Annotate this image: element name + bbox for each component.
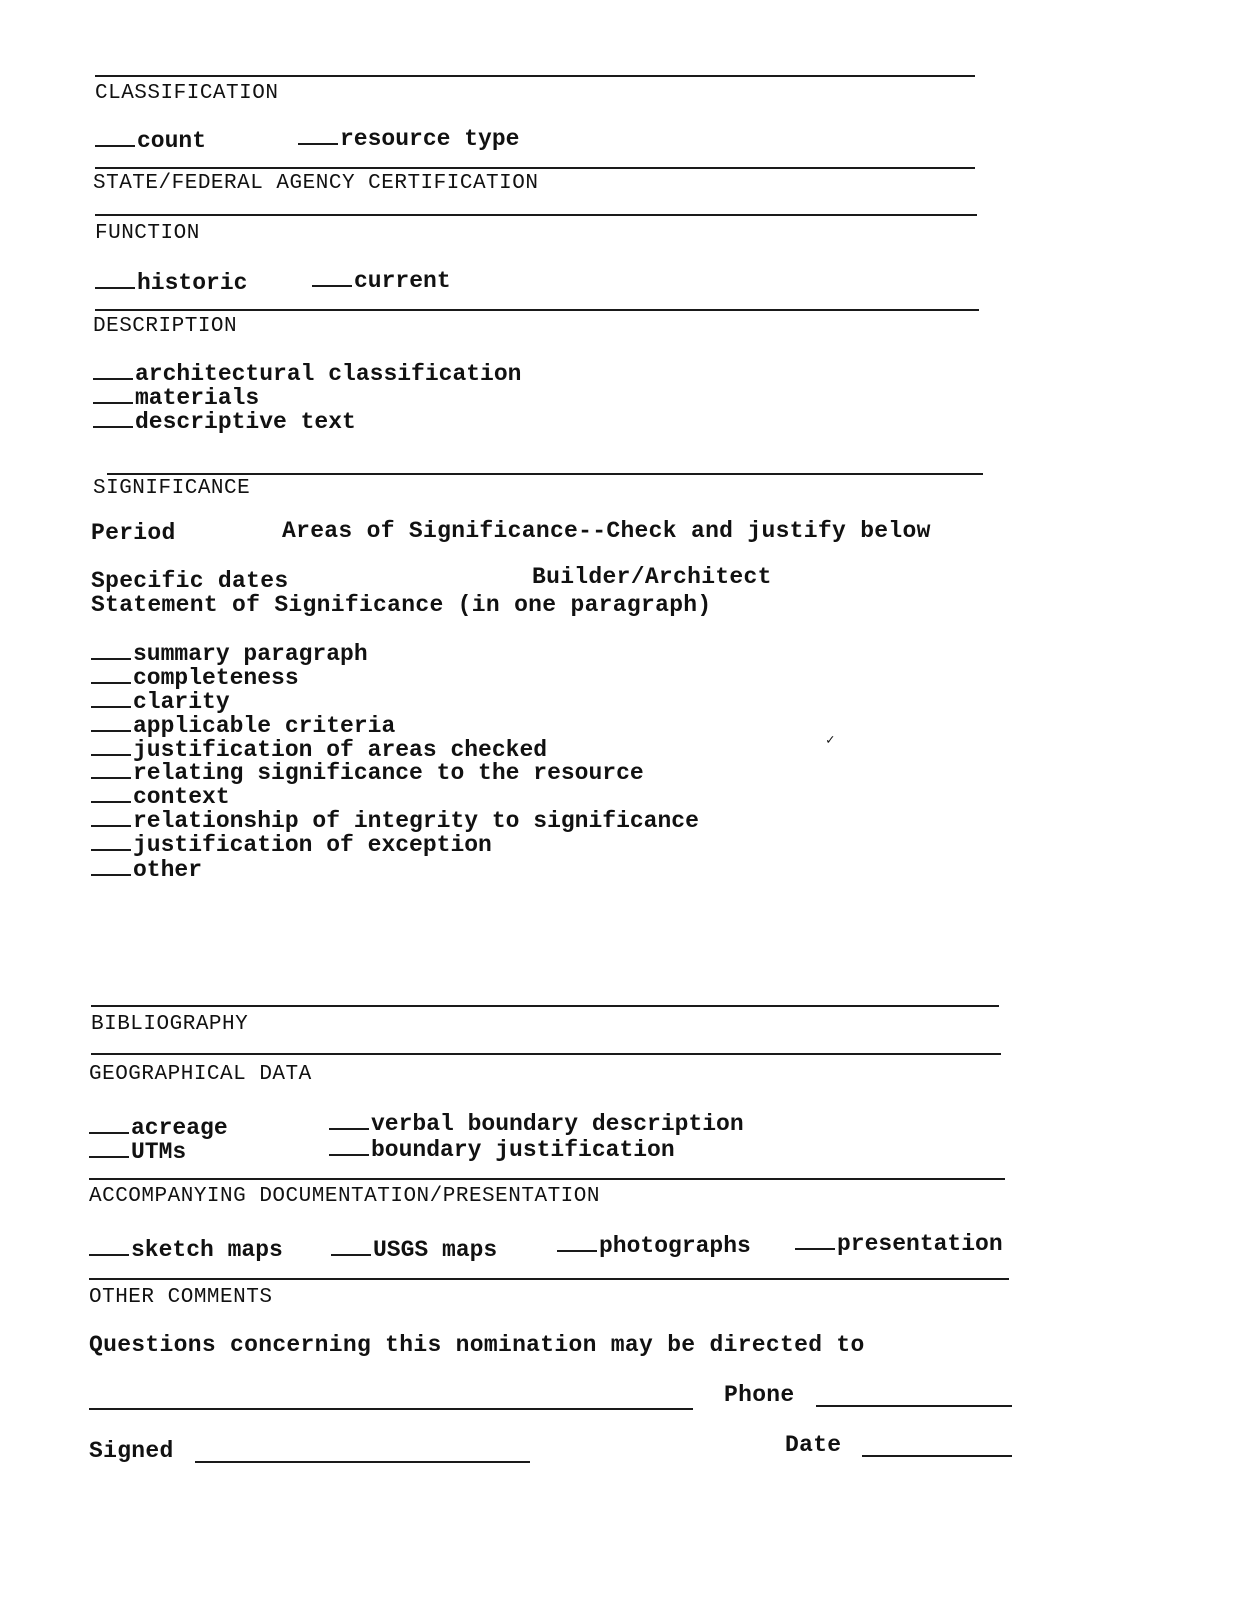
check-mark-icon: ✓ [826, 733, 835, 749]
checklist-item-completeness[interactable]: completeness [91, 664, 299, 690]
section-rule [89, 1178, 1005, 1180]
section-rule [89, 1278, 1009, 1280]
check-blank[interactable] [95, 127, 135, 147]
section-rule [107, 473, 983, 475]
check-blank[interactable] [331, 1236, 371, 1256]
signed-label: Signed [89, 1438, 174, 1464]
statement-of-significance-label: Statement of Significance (in one paragraph) [91, 592, 712, 618]
checklist-item-count[interactable]: count [95, 127, 206, 153]
check-blank[interactable] [91, 640, 131, 660]
areas-of-significance-label: Areas of Significance--Check and justify below [282, 518, 931, 544]
checklist-item-resource-type[interactable]: resource type [298, 125, 519, 151]
description-heading: DESCRIPTION [93, 315, 238, 338]
checklist-item-usgs-maps[interactable]: USGS maps [331, 1236, 497, 1262]
checklist-item-verbal-boundary-description[interactable]: verbal boundary description [329, 1110, 744, 1136]
checklist-item-materials[interactable]: materials [93, 384, 259, 410]
questions-directed-to: Questions concerning this nomination may be directed to [89, 1332, 865, 1358]
checklist-item-photographs[interactable]: photographs [557, 1232, 751, 1258]
function-heading: FUNCTION [95, 222, 200, 245]
check-blank[interactable] [91, 688, 131, 708]
checklist-item-justification-of-areas-checked[interactable]: justification of areas checked [91, 736, 547, 762]
classification-heading: CLASSIFICATION [95, 82, 279, 105]
checklist-item-descriptive-text[interactable]: descriptive text [93, 408, 356, 434]
check-blank[interactable] [89, 1114, 129, 1134]
checklist-item-utms[interactable]: UTMs [89, 1138, 186, 1164]
check-blank[interactable] [91, 712, 131, 732]
checklist-item-justification-of-exception[interactable]: justification of exception [91, 831, 492, 857]
contact-name-field[interactable] [89, 1408, 693, 1410]
section-rule [91, 1005, 999, 1007]
check-blank[interactable] [91, 856, 131, 876]
check-blank[interactable] [91, 831, 131, 851]
period-label: Period [91, 520, 176, 546]
check-blank[interactable] [91, 759, 131, 779]
section-rule [95, 167, 975, 169]
checklist-item-acreage[interactable]: acreage [89, 1114, 228, 1140]
checklist-item-other[interactable]: other [91, 856, 202, 882]
date-label: Date [785, 1432, 842, 1458]
check-blank[interactable] [329, 1110, 369, 1130]
check-blank[interactable] [89, 1236, 129, 1256]
significance-heading: SIGNIFICANCE [93, 477, 251, 500]
checklist-item-sketch-maps[interactable]: sketch maps [89, 1236, 283, 1262]
section-rule [91, 1053, 1001, 1055]
check-blank[interactable] [312, 267, 352, 287]
specific-dates-label: Specific dates [91, 568, 289, 594]
checklist-item-current[interactable]: current [312, 267, 451, 293]
check-blank[interactable] [557, 1232, 597, 1252]
check-blank[interactable] [91, 807, 131, 827]
checklist-item-summary-paragraph[interactable]: summary paragraph [91, 640, 368, 666]
checklist-item-boundary-justification[interactable]: boundary justification [329, 1136, 675, 1162]
check-blank[interactable] [91, 783, 131, 803]
accompanying-documentation-heading: ACCOMPANYING DOCUMENTATION/PRESENTATION [89, 1185, 600, 1208]
checklist-item-architectural-classification[interactable]: architectural classification [93, 360, 521, 386]
phone-label: Phone [724, 1382, 795, 1408]
section-rule [95, 75, 975, 77]
check-blank[interactable] [91, 736, 131, 756]
check-blank[interactable] [298, 125, 338, 145]
check-blank[interactable] [95, 269, 135, 289]
signature-field[interactable] [195, 1461, 530, 1463]
check-blank[interactable] [795, 1230, 835, 1250]
bibliography-heading: BIBLIOGRAPHY [91, 1013, 249, 1036]
geographical-data-heading: GEOGRAPHICAL DATA [89, 1063, 312, 1086]
checklist-item-historic[interactable]: historic [95, 269, 247, 295]
date-field[interactable] [862, 1455, 1012, 1457]
other-comments-heading: OTHER COMMENTS [89, 1286, 273, 1309]
check-blank[interactable] [91, 664, 131, 684]
checklist-item-applicable-criteria[interactable]: applicable criteria [91, 712, 395, 738]
section-rule [95, 214, 977, 216]
check-blank[interactable] [89, 1138, 129, 1158]
section-rule [95, 309, 979, 311]
phone-field[interactable] [816, 1405, 1012, 1407]
check-blank[interactable] [93, 360, 133, 380]
check-blank[interactable] [93, 408, 133, 428]
checklist-item-relating-significance[interactable]: relating significance to the resource [91, 759, 644, 785]
checklist-item-context[interactable]: context [91, 783, 230, 809]
check-blank[interactable] [93, 384, 133, 404]
checklist-item-clarity[interactable]: clarity [91, 688, 230, 714]
checklist-item-relationship-of-integrity[interactable]: relationship of integrity to significance [91, 807, 699, 833]
check-blank[interactable] [329, 1136, 369, 1156]
certification-heading: STATE/FEDERAL AGENCY CERTIFICATION [93, 172, 539, 195]
builder-architect-label: Builder/Architect [532, 564, 772, 590]
checklist-item-presentation[interactable]: presentation [795, 1230, 1003, 1256]
